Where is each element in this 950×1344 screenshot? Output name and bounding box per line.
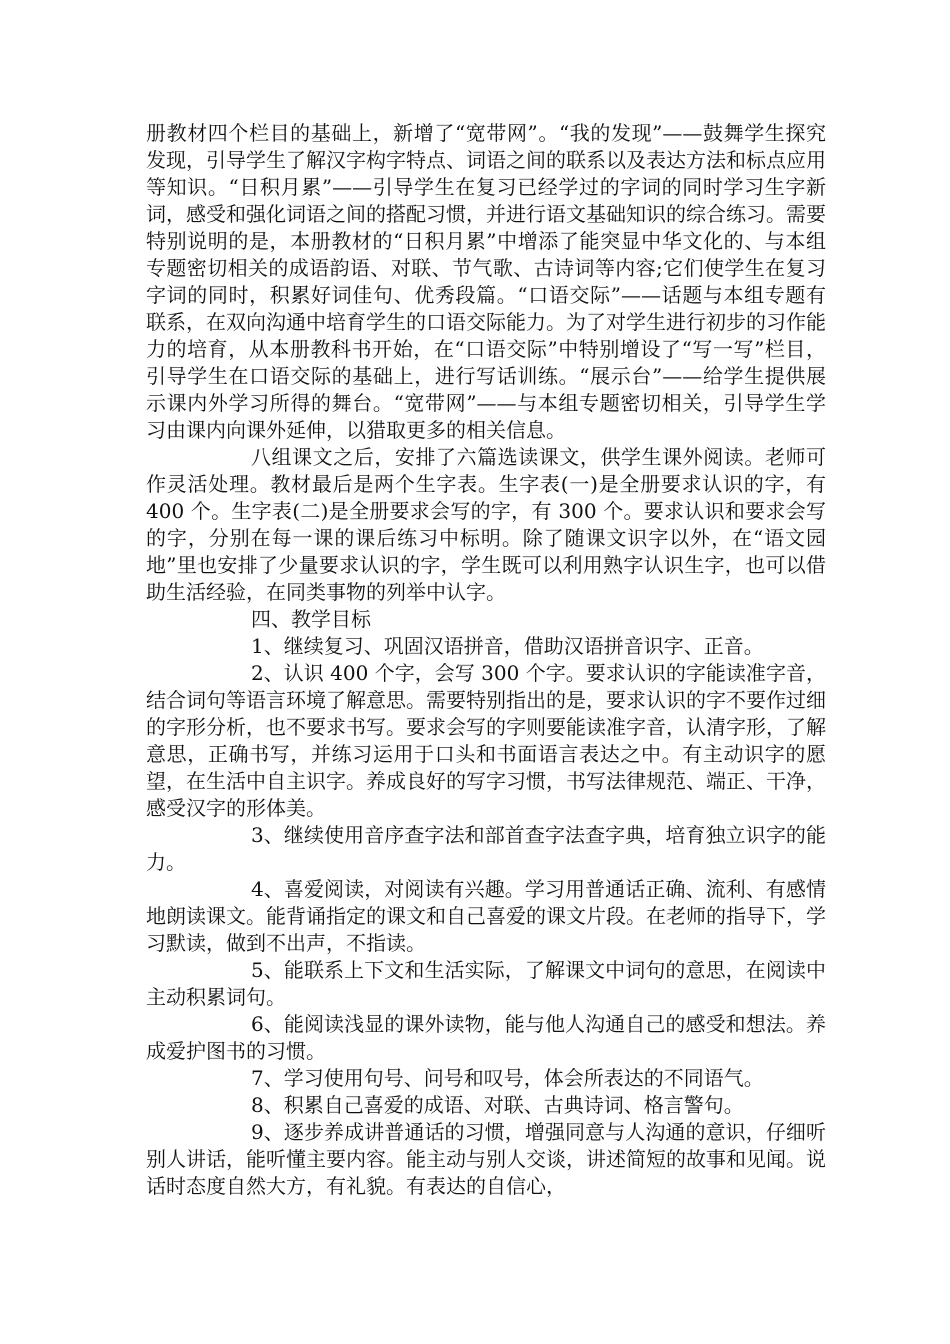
- goal-item-9: 9、逐步养成讲普通话的习惯，增强同意与人沟通的意识，仔细听别人讲话，能听懂主要内容。能主动与别人交谈，讲述简短的故事和见闻。说话时态度自然大方，有礼貌。有表达的自信心，: [146, 1120, 826, 1198]
- goal-item-1: 1、继续复习、巩固汉语拼音，借助汉语拼音识字、正音。: [251, 634, 764, 658]
- goal-item-4: 4、喜爱阅读，对阅读有兴趣。学习用普通话正确、流利、有感情地朗读课文。能背诵指定的课文和自己喜爱的课文片段。在老师的指导下，学习默读，做到不出声，不指读。: [146, 877, 826, 955]
- goal-item-7: 7、学习使用句号、问号和叹号，体会所表达的不同语气。: [251, 1066, 764, 1090]
- goal-item-2: 2、认识 400 个字，会写 300 个字。要求认识的字能读准字音，结合词句等语言环境了解意思。需要特别指出的是，要求认识的字不要作过细的字形分析，也不要求书写。要求会写的字则要能读准字音，认清字形，了解意思，正确书写，并练习运用于口头和书面语言表达之中。有主动识字的愿望，在生活中自主识字。养成良好的写字习惯，书写法律规范、端正、干净，感受汉字的形体美。: [146, 661, 826, 820]
- paragraph-reading-and-character-tables: 八组课文之后，安排了六篇选读课文，供学生课外阅读。老师可作灵活处理。教材最后是两个生字表。生字表(一)是全册要求认识的字，有 400 个。生字表(二)是全册要求会写的字，有 300 个。要求认识和要求会写的字，分别在每一课的课后练习中标明。除了随课文识字以外，在“语文园地”里也安排了少量要求认识的字，学生既可以利用熟字认识生字，也可以借助生活经验，在同类事物的列举中认字。: [146, 445, 826, 604]
- section-heading-teaching-goals: 四、教学目标: [251, 607, 371, 631]
- goal-item-6: 6、能阅读浅显的课外读物，能与他人沟通自己的感受和想法。养成爱护图书的习惯。: [146, 1012, 826, 1063]
- goal-item-5: 5、能联系上下文和生活实际，了解课文中词句的意思，在阅读中主动积累词句。: [146, 958, 826, 1009]
- goal-item-3: 3、继续使用音序查字法和部首查字法查字典，培育独立识字的能力。: [146, 823, 826, 874]
- document-body: [146, 120, 826, 1200]
- paragraph-columns-description: 册教材四个栏目的基础上，新增了“宽带网”。“我的发现”——鼓舞学生探究发现，引导学生了解汉字构字特点、词语之间的联系以及表达方法和标点应用等知识。“日积月累”——引导学生在复习已经学过的字词的同时学习生字新词，感受和强化词语之间的搭配习惯，并进行语文基础知识的综合练习。需要特别说明的是，本册教材的“日积月累”中增添了能突显中华文化的、与本组专题密切相关的成语韵语、对联、节气歌、古诗词等内容;它们使学生在复习字词的同时，积累好词佳句、优秀段篇。“口语交际”——话题与本组专题有联系，在双向沟通中培育学生的口语交际能力。为了对学生进行初步的习作能力的培育，从本册教科书开始，在“口语交际”中特别增设了“写一写”栏目，引导学生在口语交际的基础上，进行写话训练。“展示台”——给学生提供展示课内外学习所得的舞台。“宽带网”——与本组专题密切相关，引导学生学习由课内向课外延伸，以猎取更多的相关信息。: [146, 121, 826, 442]
- goal-item-8: 8、积累自己喜爱的成语、对联、古典诗词、格言警句。: [251, 1093, 744, 1117]
